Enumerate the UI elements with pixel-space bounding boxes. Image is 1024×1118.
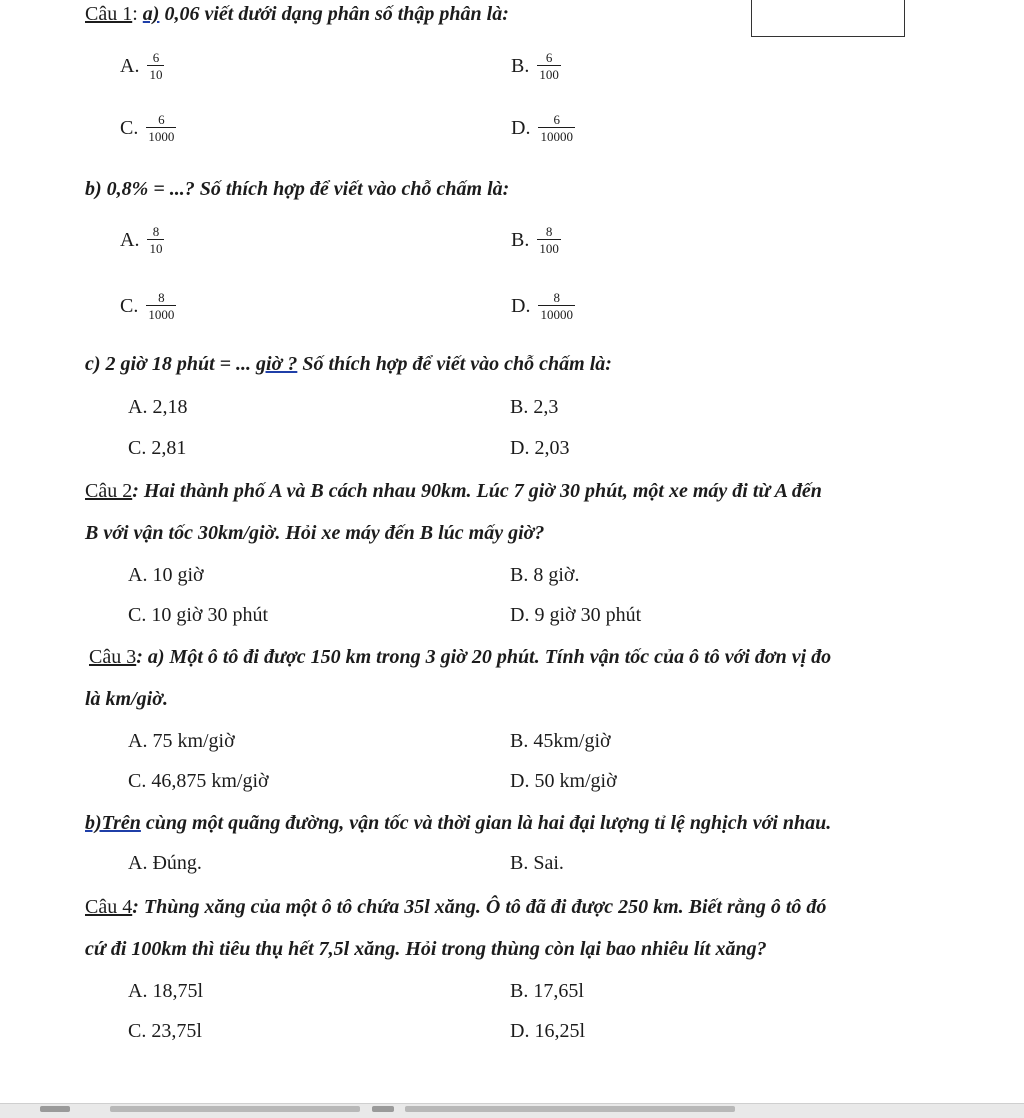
q3-a-line-1: Câu 3: a) Một ô tô đi được 150 km trong 3 giờ 20 phút. Tính vận tốc của ô tô với đơn vị đo xyxy=(89,646,832,668)
q1-a-option-c: C. $\frac{6}{1000}$ xyxy=(120,112,175,144)
layout-icon xyxy=(40,1106,70,1112)
q1-c-option-d: D. 2,03 xyxy=(510,437,570,459)
q1-a-prefix: a) xyxy=(142,3,160,25)
q1-a-option-d: D. $\frac{6}{10000}$ xyxy=(511,112,573,144)
q1-b-option-b: B. $\frac{8}{100}$ xyxy=(511,224,559,256)
q4-label: Câu 4 xyxy=(85,896,133,918)
fraction: $\frac{8}{10}$ xyxy=(149,224,163,256)
q4-line-2: cứ đi 100km thì tiêu thụ hết 7,5l xăng. Hỏi trong thùng còn lại bao nhiêu lít xăng? xyxy=(85,938,767,960)
q2-label: Câu 2 xyxy=(85,480,133,502)
q3-b-heading: b)Trên cùng một quãng đường, vận tốc và thời gian là hai đại lượng tỉ lệ nghịch với nhau. xyxy=(85,812,832,834)
fraction: $\frac{6}{10}$ xyxy=(149,50,163,82)
q4-option-a: A. 18,75l xyxy=(128,980,203,1002)
q1-a-option-b: B. $\frac{6}{100}$ xyxy=(511,50,559,82)
fraction: $\frac{6}{10000}$ xyxy=(540,112,573,144)
app-icon xyxy=(372,1106,394,1112)
fraction: $\frac{8}{100}$ xyxy=(539,224,559,256)
q4-option-b: B. 17,65l xyxy=(510,980,584,1002)
q1-c-option-a: A. 2,18 xyxy=(128,396,188,418)
q3-a-option-b: B. 45km/giờ xyxy=(510,730,611,752)
q3-a-line-2: là km/giờ. xyxy=(85,688,168,710)
q2-option-a: A. 10 giờ xyxy=(128,564,204,586)
q3-b-option-b: B. Sai. xyxy=(510,852,564,874)
q1-a-heading: Câu 1: a) 0,06 viết dưới dạng phân số thập phân là: xyxy=(85,3,509,25)
q4-option-d: D. 16,25l xyxy=(510,1020,585,1042)
q1-c-option-c: C. 2,81 xyxy=(128,437,187,459)
fraction: $\frac{8}{10000}$ xyxy=(540,290,573,322)
q3-label: Câu 3 xyxy=(89,646,137,668)
status-text-blur xyxy=(110,1106,360,1112)
q1-a-text: 0,06 viết dưới dạng phân số thập phân là: xyxy=(159,3,509,25)
q3-a-option-c: C. 46,875 km/giờ xyxy=(128,770,269,792)
answer-box xyxy=(751,0,905,37)
q3-a-option-d: D. 50 km/giờ xyxy=(510,770,617,792)
fraction: $\frac{8}{1000}$ xyxy=(148,290,175,322)
q1-b-option-a: A. $\frac{8}{10}$ xyxy=(120,224,163,256)
q4-option-c: C. 23,75l xyxy=(128,1020,202,1042)
fraction: $\frac{6}{100}$ xyxy=(539,50,559,82)
q2-line-1: Câu 2: Hai thành phố A và B cách nhau 90km. Lúc 7 giờ 30 phút, một xe máy đi từ A đến xyxy=(85,480,822,502)
q3-b-prefix: b)Trên xyxy=(85,812,141,834)
q3-b-option-a: A. Đúng. xyxy=(128,852,202,874)
q2-option-b: B. 8 giờ. xyxy=(510,564,580,586)
q4-line-1: Câu 4: Thùng xăng của một ô tô chứa 35l xăng. Ô tô đã đi được 250 km. Biết rằng ô tô đó xyxy=(85,896,827,918)
q2-option-d: D. 9 giờ 30 phút xyxy=(510,604,642,626)
q2-option-c: C. 10 giờ 30 phút xyxy=(128,604,269,626)
q1-b-heading: b) 0,8% = ...? Số thích hợp để viết vào chỗ chấm là: xyxy=(85,178,510,200)
status-text-blur-2 xyxy=(405,1106,735,1112)
q1-a-option-a: A. $\frac{6}{10}$ xyxy=(120,50,163,82)
q3-a-option-a: A. 75 km/giờ xyxy=(128,730,235,752)
q1-c-option-b: B. 2,3 xyxy=(510,396,559,418)
q2-line-2: B với vận tốc 30km/giờ. Hỏi xe máy đến B lúc mấy giờ? xyxy=(85,522,545,544)
q1-label: Câu 1 xyxy=(85,3,133,25)
q1-b-option-c: C. $\frac{8}{1000}$ xyxy=(120,290,175,322)
fraction: $\frac{6}{1000}$ xyxy=(148,112,175,144)
q1-c-heading: c) 2 giờ 18 phút = ... giờ ? Số thích hợp để viết vào chỗ chấm là: xyxy=(85,353,612,375)
q1-b-option-d: D. $\frac{8}{10000}$ xyxy=(511,290,573,322)
